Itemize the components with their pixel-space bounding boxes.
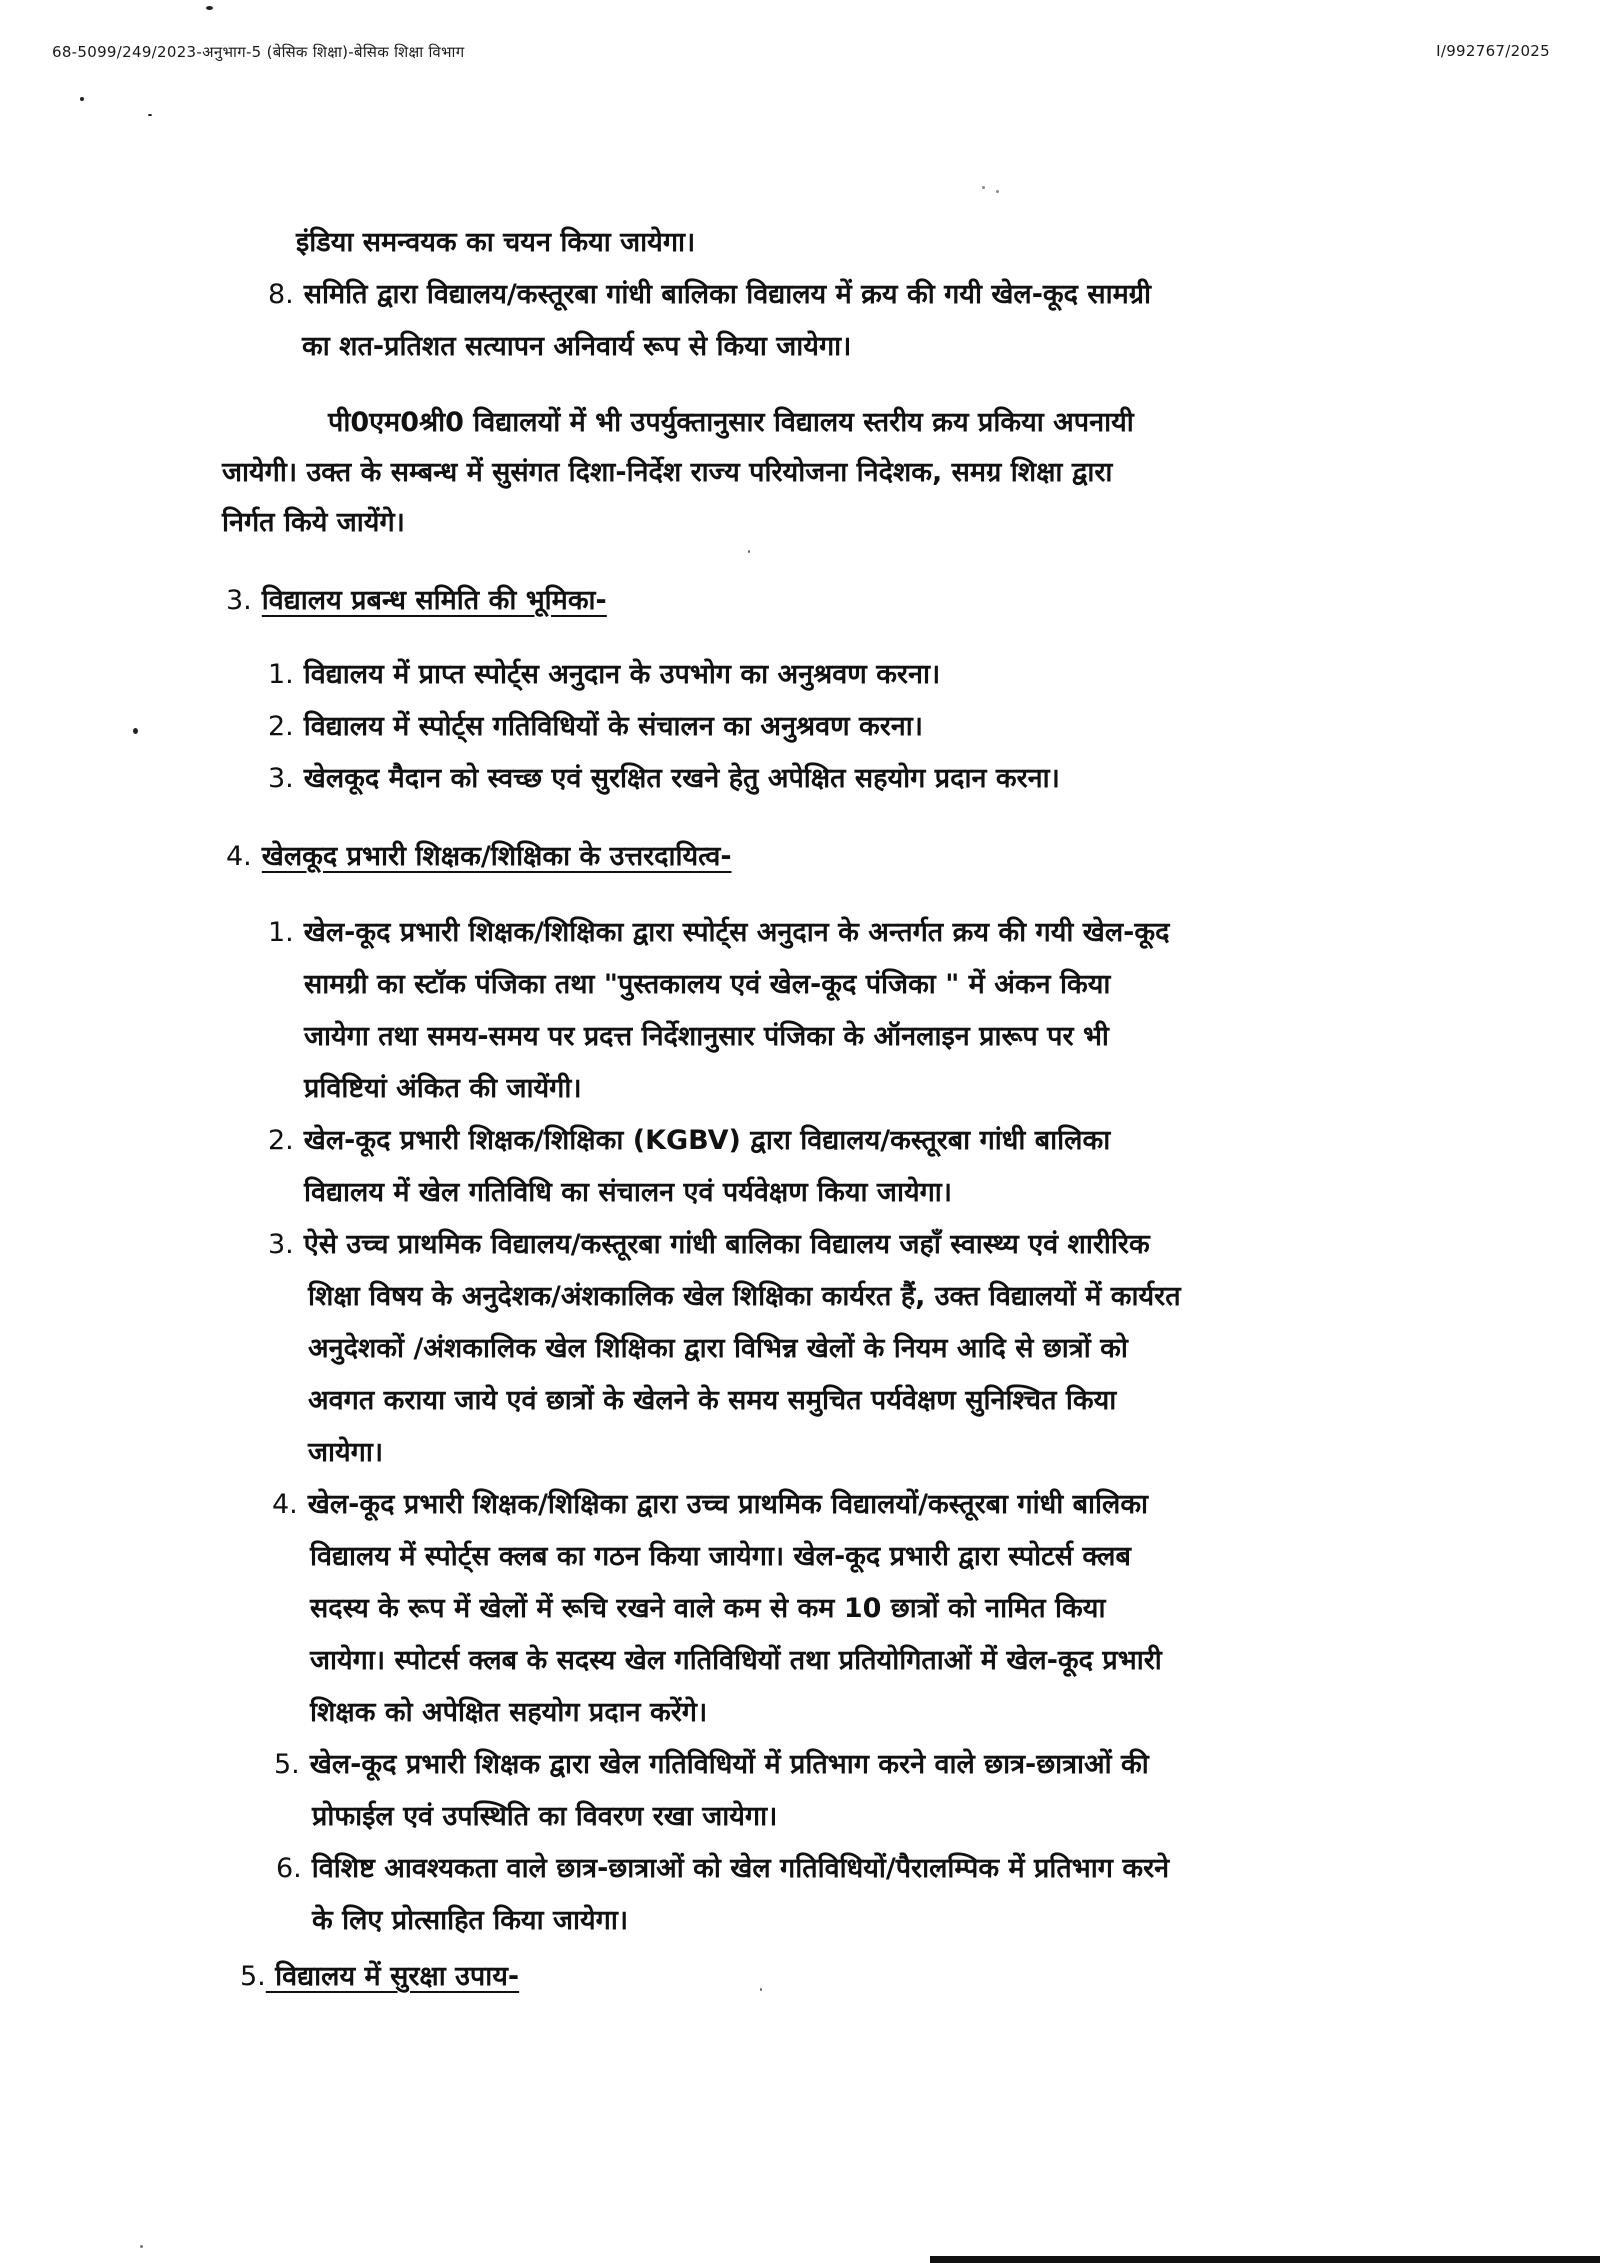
list-item — [268, 762, 1060, 796]
section-title: खेलकूद प्रभारी शिक्षक/शिक्षिका के उत्तरदायित्व- — [261, 841, 732, 872]
item-number: 1. — [268, 917, 294, 948]
list-item — [268, 278, 1151, 312]
item-number: 3. — [268, 1229, 294, 1260]
item-number: 4. — [272, 1489, 298, 1520]
item-text: विद्यालय में स्पोर्ट्स गतिविधियों के संचालन का अनुश्रवण करना। — [303, 711, 924, 742]
scan-speck — [80, 97, 84, 101]
section-title: विद्यालय में सुरक्षा उपाय- — [265, 1961, 520, 1992]
item-text-continued: जायेगा। स्पोटर्स क्लब के सदस्य खेल गतिविधियों तथा प्रतियोगिताओं में खेल-कूद प्रभारी — [310, 1645, 1162, 1676]
item-number: 1. — [268, 659, 294, 690]
scan-speck — [133, 728, 138, 734]
scan-edge — [930, 2256, 1600, 2263]
item-text: खेल-कूद प्रभारी शिक्षक/शिक्षिका द्वारा स्पोर्ट्स अनुदान के अन्तर्गत क्रय की गयी खेल-कूद — [303, 917, 1170, 948]
list-item — [272, 1488, 1148, 1522]
continuation-line: इंडिया समन्वयक का चयन किया जायेगा। — [296, 227, 696, 258]
item-number: 3. — [268, 763, 294, 794]
item-text-continued: जायेगा तथा समय-समय पर प्रदत्त निर्देशानुसार पंजिका के ऑनलाइन प्रारूप पर भी — [304, 1021, 1109, 1052]
scan-speck — [982, 186, 985, 189]
scan-speck — [206, 6, 213, 10]
paragraph-line: पी0एम0श्री0 विद्यालयों में भी उपर्युक्तानुसार विद्यालय स्तरीय क्रय प्रकिया अपनायी — [328, 407, 1134, 438]
section-title: विद्यालय प्रबन्ध समिति की भूमिका- — [261, 585, 607, 616]
section-number: 4. — [226, 841, 252, 872]
document-id: I/992767/2025 — [1436, 42, 1550, 60]
list-item — [274, 1748, 1149, 1782]
item-text: ऐसे उच्च प्राथमिक विद्यालय/कस्तूरबा गांधी बालिका विद्यालय जहाँ स्वास्थ्य एवं शारीरिक — [303, 1229, 1150, 1260]
section-number: 3. — [226, 585, 252, 616]
item-text-continued: शिक्षक को अपेक्षित सहयोग प्रदान करेंगे। — [310, 1697, 708, 1728]
item-text-continued: जायेगा। — [308, 1437, 384, 1468]
list-item — [268, 1124, 1110, 1158]
scan-speck — [760, 1988, 762, 1991]
list-item — [276, 1852, 1169, 1886]
item-text-continued: सामग्री का स्टॉक पंजिका तथा "पुस्तकालय एवं खेल-कूद पंजिका " में अंकन किया — [304, 969, 1111, 1000]
scan-speck — [996, 190, 999, 193]
item-text: खेलकूद मैदान को स्वच्छ एवं सुरक्षित रखने हेतु अपेक्षित सहयोग प्रदान करना। — [303, 763, 1060, 794]
file-number: 68-5099/249/2023-अनुभाग-5 (बेसिक शिक्षा)-बेसिक शिक्षा विभाग — [52, 43, 465, 61]
list-item — [268, 916, 1169, 950]
item-text-continued: अवगत कराया जाये एवं छात्रों के खेलने के समय समुचित पर्यवेक्षण सुनिश्चित किया — [308, 1385, 1117, 1416]
item-text-continued: प्रोफाईल एवं उपस्थिति का विवरण रखा जायेगा। — [312, 1801, 778, 1832]
item-text-continued: विद्यालय में खेल गतिविधि का संचालन एवं पर्यवेक्षण किया जायेगा। — [304, 1177, 953, 1208]
section-number: 5. — [240, 1961, 266, 1992]
section-heading — [226, 584, 607, 618]
scan-speck — [748, 550, 750, 553]
section-heading — [240, 1960, 519, 1994]
item-number: 2. — [268, 1125, 294, 1156]
item-text: खेल-कूद प्रभारी शिक्षक/शिक्षिका (KGBV) द्वारा विद्यालय/कस्तूरबा गांधी बालिका — [303, 1125, 1111, 1156]
item-text: खेल-कूद प्रभारी शिक्षक द्वारा खेल गतिविधियों में प्रतिभाग करने वाले छात्र-छात्राओं की — [309, 1749, 1149, 1780]
item-text-continued: के लिए प्रोत्साहित किया जायेगा। — [312, 1905, 629, 1936]
item-text-continued: प्रविष्टियां अंकित की जायेंगी। — [304, 1073, 582, 1104]
item-text-continued: सदस्य के रूप में खेलों में रूचि रखने वाले कम से कम 10 छात्रों को नामित किया — [310, 1593, 1106, 1624]
item-text-continued: अनुदेशकों /अंशकालिक खेल शिक्षिका द्वारा विभिन्न खेलों के नियम आदि से छात्रों को — [308, 1333, 1128, 1364]
list-item — [268, 710, 923, 744]
list-item — [268, 1228, 1150, 1262]
paragraph-line: जायेगी। उक्त के सम्बन्ध में सुसंगत दिशा-निर्देश राज्य परियोजना निदेशक, समग्र शिक्षा द्वारा — [222, 457, 1113, 488]
item-text-continued: विद्यालय में स्पोर्ट्स क्लब का गठन किया जायेगा। खेल-कूद प्रभारी द्वारा स्पोटर्स क्लब — [310, 1541, 1131, 1572]
item-text-continued: शिक्षा विषय के अनुदेशक/अंशकालिक खेल शिक्षिका कार्यरत हैं, उक्त विद्यालयों में कार्यरत — [308, 1281, 1181, 1312]
item-text-continued: का शत-प्रतिशत सत्यापन अनिवार्य रूप से किया जायेगा। — [302, 331, 852, 362]
scan-speck — [148, 114, 152, 116]
paragraph-line: निर्गत किये जायेंगे। — [222, 507, 405, 538]
item-number: 5. — [274, 1749, 300, 1780]
item-text: समिति द्वारा विद्यालय/कस्तूरबा गांधी बालिका विद्यालय में क्रय की गयी खेल-कूद सामग्री — [303, 279, 1152, 310]
item-text: विद्यालय में प्राप्त स्पोर्ट्स अनुदान के उपभोग का अनुश्रवण करना। — [303, 659, 941, 690]
list-item — [268, 658, 940, 692]
item-number: 6. — [276, 1853, 302, 1884]
item-text: विशिष्ट आवश्यकता वाले छात्र-छात्राओं को खेल गतिविधियों/पैरालम्पिक में प्रतिभाग करने — [311, 1853, 1170, 1884]
item-number: 8. — [268, 279, 294, 310]
item-text: खेल-कूद प्रभारी शिक्षक/शिक्षिका द्वारा उच्च प्राथमिक विद्यालयों/कस्तूरबा गांधी बालिका — [307, 1489, 1149, 1520]
scan-speck — [140, 2245, 143, 2248]
section-heading — [226, 840, 732, 874]
item-number: 2. — [268, 711, 294, 742]
